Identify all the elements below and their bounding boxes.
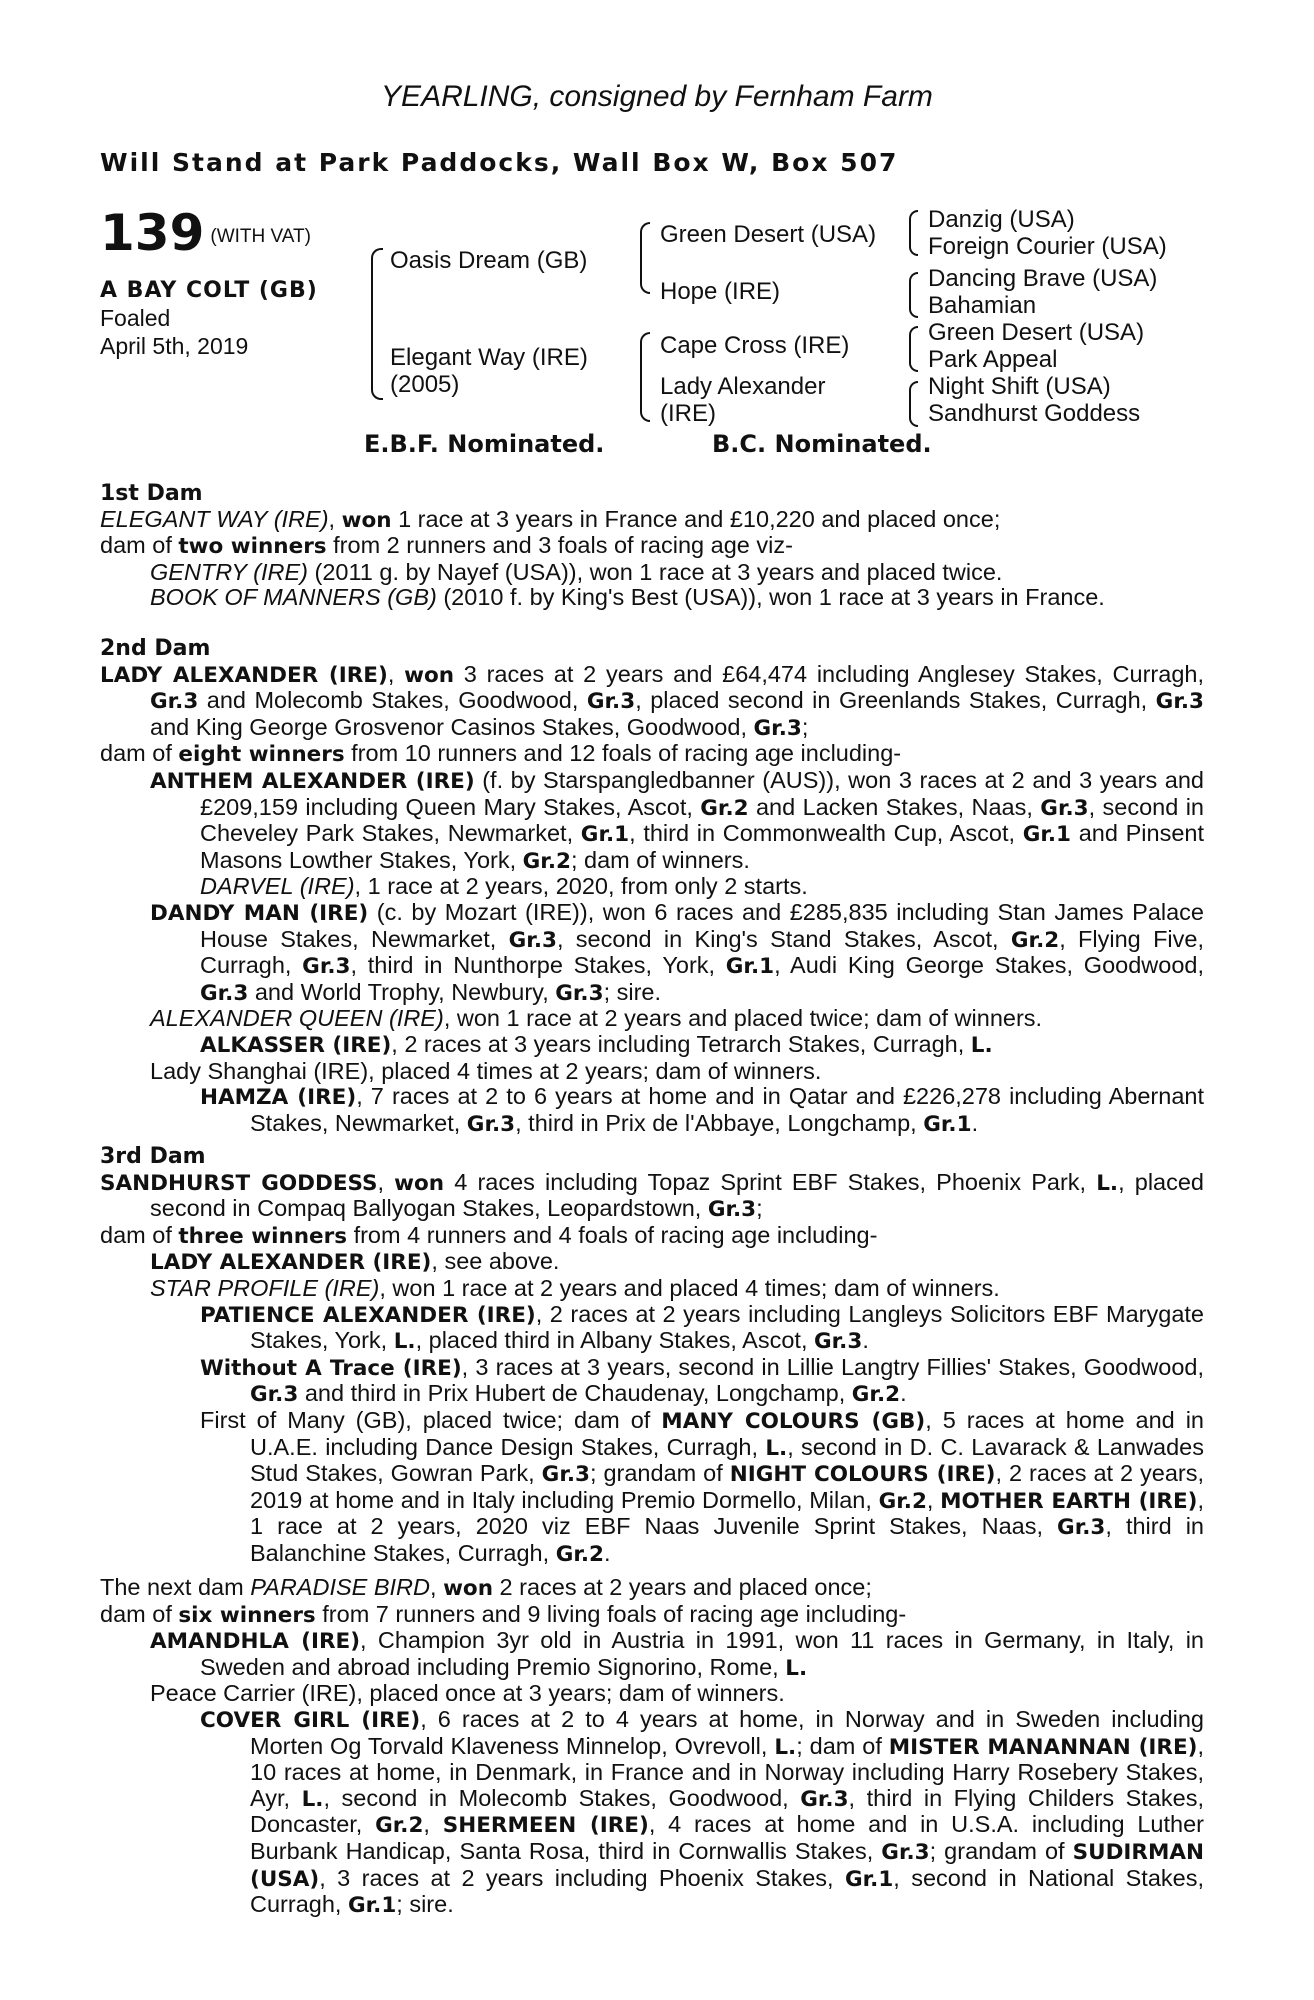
bc-nominated: B.C. Nominated. xyxy=(712,430,932,458)
third-dam-produce-line: dam of three winners from 4 runners and 4 foals of racing age including- xyxy=(100,1221,878,1249)
list-item: DARVEL (IRE), 1 race at 2 years, 2020, from only 2 starts. xyxy=(200,873,808,900)
pedigree-g7: Night Shift (USA) xyxy=(928,373,1111,400)
pedigree-g5: Green Desert (USA) xyxy=(928,319,1145,346)
pedigree-sire: Oasis Dream (GB) xyxy=(390,247,588,274)
lot-number xyxy=(100,204,311,262)
pedigree-dam-dam-name: Lady Alexander xyxy=(660,373,826,400)
horse-description: A BAY COLT (GB) xyxy=(100,278,318,303)
list-item: ALKASSER (IRE), 2 races at 3 years including Tetrarch Stakes, Curragh, L. xyxy=(200,1030,993,1058)
list-item: STAR PROFILE (IRE), won 1 race at 2 years and placed 4 times; dam of winners. xyxy=(150,1274,1000,1301)
list-item: PATIENCE ALEXANDER (IRE), 2 races at 2 years including Langleys Solicitors EBF Marygate Stakes, York, L., placed third in Albany Stakes, Ascot, Gr.3. xyxy=(200,1300,1204,1355)
brace-g34 xyxy=(909,272,918,318)
pedigree-dam-sire: Cape Cross (IRE) xyxy=(660,332,850,359)
list-item: ANTHEM ALEXANDER (IRE) (f. by Starspangledbanner (AUS)), won 3 races at 2 and 3 years and £209,159 including Queen Mary Stakes, Ascot, Gr.2 and Lacken Stakes, Naas, Gr.3, second in Cheveley Park Stakes, Newmarket, Gr.1, third in Commonwealth Cup, Ascot, Gr.1 and Pinsent Masons Lowther Stakes, York, Gr.2; dam of winners. xyxy=(150,766,1204,874)
pedigree-dam xyxy=(390,344,588,398)
pedigree-g8: Sandhurst Goddess xyxy=(928,400,1141,427)
foaled-info xyxy=(100,304,248,360)
third-dam-heading: 3rd Dam xyxy=(100,1144,206,1169)
pedigree-sire-sire: Green Desert (USA) xyxy=(660,221,877,248)
list-item: LADY ALEXANDER (IRE), see above. xyxy=(150,1248,560,1276)
list-item: BOOK OF MANNERS (GB) (2010 f. by King's Best (USA)), won 1 race at 3 years in France. xyxy=(150,584,1105,611)
list-item: HAMZA (IRE), 7 races at 2 to 6 years at home and in Qatar and £226,278 including Abernant Stakes, Newmarket, Gr.3, third in Prix de l'Abbaye, Longchamp, Gr.1. xyxy=(200,1083,1204,1137)
stand-location: Will Stand at Park Paddocks, Wall Box W, Box 507 xyxy=(100,148,899,177)
pedigree-dam-dam-suffix: (IRE) xyxy=(660,400,716,427)
first-dam-produce-line: dam of two winners from 2 runners and 3 foals of racing age viz- xyxy=(100,532,793,560)
pedigree-dam-name: Elegant Way (IRE) xyxy=(390,344,588,371)
first-dam-section xyxy=(100,481,1204,611)
brace-dam xyxy=(640,332,650,422)
lot-number-value: 139 xyxy=(100,204,205,262)
pedigree-g4: Bahamian xyxy=(928,292,1037,319)
next-dam-produce-line: dam of six winners from 7 runners and 9 living foals of racing age including- xyxy=(100,1600,907,1628)
third-dam-section xyxy=(100,1144,1204,1568)
list-item: Without A Trace (IRE), 3 races at 3 years, second in Lillie Langtry Fillies' Stakes, Goodwood, Gr.3 and third in Prix Hubert de Chaudenay, Longchamp, Gr.2. xyxy=(200,1353,1204,1408)
foaled-label: Foaled xyxy=(100,305,171,331)
list-item: GENTRY (IRE) (2011 g. by Nayef (USA)), won 1 race at 3 years and placed twice. xyxy=(150,558,1003,585)
second-dam-heading: 2nd Dam xyxy=(100,636,211,661)
foaled-date: April 5th, 2019 xyxy=(100,333,249,359)
pedigree-g6: Park Appeal xyxy=(928,346,1058,373)
brace-g78 xyxy=(909,381,918,427)
third-dam-line: SANDHURST GODDESS, won 4 races including Topaz Sprint EBF Stakes, Phoenix Park, L., placed second in Compaq Ballyogan Stakes, Leopardstown, Gr.3; xyxy=(100,1168,1204,1223)
next-dam-line: The next dam PARADISE BIRD, won 2 races at 2 years and placed once; xyxy=(100,1574,872,1601)
first-dam-heading: 1st Dam xyxy=(100,481,203,506)
next-dam-section xyxy=(100,1575,1204,1919)
pedigree-dam-dam xyxy=(660,373,825,427)
vat-note: (WITH VAT) xyxy=(210,226,311,247)
brace-sire xyxy=(640,222,650,294)
second-dam-section xyxy=(100,636,1204,1137)
list-item: DANDY MAN (IRE) (c. by Mozart (IRE)), won 6 races and £285,835 including Stan James Palace House Stakes, Newmarket, Gr.3, second in King's Stand Stakes, Ascot, Gr.2, Flying Five, Curragh, Gr.3, third in Nunthorpe Stakes, York, Gr.1, Audi King George Stakes, Goodwood, Gr.3 and World Trophy, Newbury, Gr.3; sire. xyxy=(150,898,1204,1006)
list-item: COVER GIRL (IRE), 6 races at 2 to 4 years at home, in Norway and in Sweden including Morten Og Torvald Klaveness Minnelop, Ovrevoll, L.; dam of MISTER MANANNAN (IRE), 10 races at home, in Denmark, in France and in Norway including Harry Rosebery Stakes, Ayr, L., second in Molecomb Stakes, Goodwood, Gr.3, third in Flying Childers Stakes, Doncaster, Gr.2, SHERMEEN (IRE), 4 races at home and in U.S.A. including Luther Burbank Handicap, Santa Rosa, third in Cornwallis Stakes, Gr.3; grandam of SUDIRMAN (USA), 3 races at 2 years including Phoenix Stakes, Gr.1, second in National Stakes, Curragh, Gr.1; sire. xyxy=(200,1705,1205,1919)
second-dam-line: LADY ALEXANDER (IRE), won 3 races at 2 years and £64,474 including Anglesey Stakes, Curragh, Gr.3 and Molecomb Stakes, Goodwood, Gr.3, placed second in Greenlands Stakes, Curragh, Gr.3 and King George Grosvenor Casinos Stakes, Goodwood, Gr.3; xyxy=(100,660,1204,741)
pedigree-g2: Foreign Courier (USA) xyxy=(928,233,1167,260)
pedigree-dam-year: (2005) xyxy=(390,371,460,398)
brace-g56 xyxy=(909,326,918,372)
ebf-nominated: E.B.F. Nominated. xyxy=(364,430,605,458)
list-item: Lady Shanghai (IRE), placed 4 times at 2 years; dam of winners. xyxy=(150,1057,822,1084)
pedigree-g3: Dancing Brave (USA) xyxy=(928,265,1158,292)
first-dam-line: ELEGANT WAY (IRE), won 1 race at 3 years in France and £10,220 and placed once; xyxy=(100,505,1001,533)
list-item: AMANDHLA (IRE), Champion 3yr old in Austria in 1991, won 11 races in Germany, in Italy, in Sweden and abroad including Premio Signorino, Rome, L. xyxy=(150,1627,1204,1681)
list-item: ALEXANDER QUEEN (IRE), won 1 race at 2 years and placed twice; dam of winners. xyxy=(150,1005,1043,1032)
brace-colt xyxy=(371,248,383,400)
second-dam-produce-line: dam of eight winners from 10 runners and 12 foals of racing age including- xyxy=(100,740,902,768)
pedigree-sire-dam: Hope (IRE) xyxy=(660,278,781,305)
pedigree-g1: Danzig (USA) xyxy=(928,206,1075,233)
list-item: First of Many (GB), placed twice; dam of MANY COLOURS (GB), 5 races at home and in U.A.E. including Dance Design Stakes, Curragh, L., second in D. C. Lavarack & Lanwades Stud Stakes, Gowran Park, Gr.3; grandam of NIGHT COLOURS (IRE), 2 races at 2 years, 2019 at home and in Italy including Premio Dormello, Milan, Gr.2, MOTHER EARTH (IRE), 1 race at 2 years, 2020 viz EBF Naas Juvenile Sprint Stakes, Naas, Gr.3, third in Balanchine Stakes, Curragh, Gr.2. xyxy=(200,1406,1205,1567)
brace-g12 xyxy=(909,210,918,256)
consignor-line: YEARLING, consigned by Fernham Farm xyxy=(381,80,933,113)
list-item: Peace Carrier (IRE), placed once at 3 years; dam of winners. xyxy=(150,1680,785,1707)
